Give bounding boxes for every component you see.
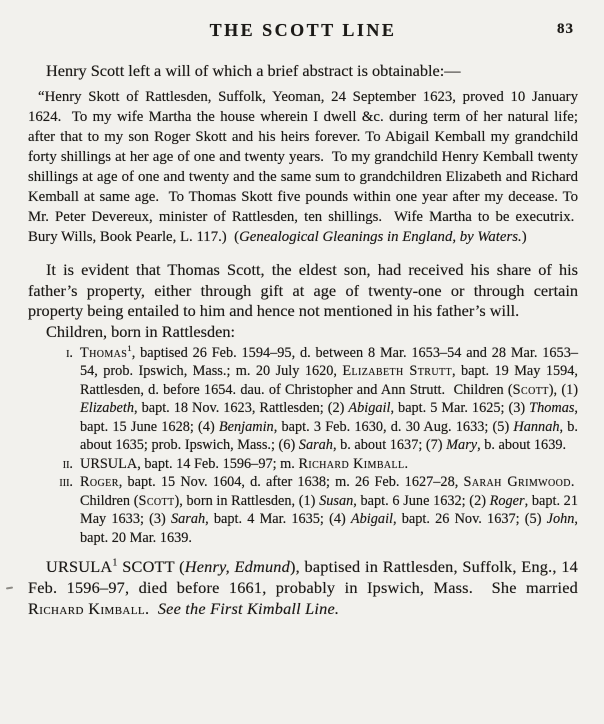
children-list (28, 344, 578, 548)
child-entry-text: Thomas$^1$, baptised 26 Feb. 1594–95, d. between 8 Mar. 1653–54 and 28 Mar. 1653–54, prob. Ipswich, Mass.; m. 20 July 1620, Elizabeth Strutt, bapt. 19 May 1594, Rattlesden, d. before 1654. dau. of Christopher and Ann Strutt. Children (Scott), (1) Elizabeth, bapt. 18 Nov. 1623, Rattlesden; (2) Abigail, bapt. 5 Mar. 1625; (3) Thomas, bapt. 15 June 1628; (4) Benjamin, bapt. 3 Feb. 1630, d. 30 Aug. 1633; (5) Hannah, b. about 1635; prob. Ipswich, Mass.; (6) Sarah, b. about 1637; (7) Mary, b. about 1639. (80, 342, 578, 453)
child-entry-text: Roger, bapt. 15 Nov. 1604, d. after 1638; m. 26 Feb. 1627–28, Sarah Grimwood. Children (Scott), born in Rattlesden, (1) Susan, bapt. 6 June 1632; (2) Roger, bapt. 21 May 1633; (3) Sarah, bapt. 4 Mar. 1635; (4) Abigail, bapt. 26 Nov. 1637; (5) John, bapt. 20 Mar. 1639. (80, 474, 579, 546)
will-abstract-paragraph: “Henry Skott of Rattlesden, Suffolk, Yeoman, 24 September 1623, proved 10 January 1624. To my wife Martha the house wherein I dwell &c. during term of her natural life; after that to my son Roger Skott and his heirs forever. To Abigail Kemball my grandchild forty shillings at her age of one and twenty years. To my grandchild Henry Kemball twenty shillings at age of one and twenty and the same sum to grandchildren Elizabeth and Richard Kemball at same age. To Thomas Skott five pounds within one year after my decease. To Mr. Peter Devereux, minister of Rattlesden, ten shillings. Wife Martha to be executrix. Bury Wills, Book Pearle, L. 117.) (Genealogical Gleanings in England, by Waters.) (28, 89, 578, 245)
child-entry-ursula (28, 455, 578, 474)
page-number: 83 (557, 21, 574, 37)
page-header (28, 20, 578, 44)
ursula-paragraph: URSULA$^1$ SCOTT (Henry, Edmund), baptised in Rattlesden, Suffolk, Eng., 14 Feb. 1596–97, died before 1661, probably in Ipswich, Mass. She married Richard Kimball. See the First Kimball Line. (28, 557, 578, 618)
children-heading: Children, born in Rattlesden: (46, 321, 236, 341)
child-entry-text: URSULA, bapt. 14 Feb. 1596–97; m. Richard Kimball. (80, 455, 409, 472)
child-numeral: i. (66, 344, 73, 361)
scan-speck-artifact (6, 587, 13, 590)
child-numeral: iii. (59, 474, 73, 490)
child-entry-thomas (28, 344, 578, 455)
page-title: THE SCOTT LINE (209, 20, 397, 40)
commentary-paragraph: It is evident that Thomas Scott, the eldest son, had received his share of his father’s property, either through gift at age of twenty-one or through certain property being entailed to him and hence not mentioned in his father’s will. (28, 260, 578, 320)
child-entry-roger (28, 473, 578, 547)
child-numeral: ii. (62, 455, 73, 472)
intro-paragraph: Henry Scott left a will of which a brief abstract is obtainable:— (46, 61, 461, 80)
